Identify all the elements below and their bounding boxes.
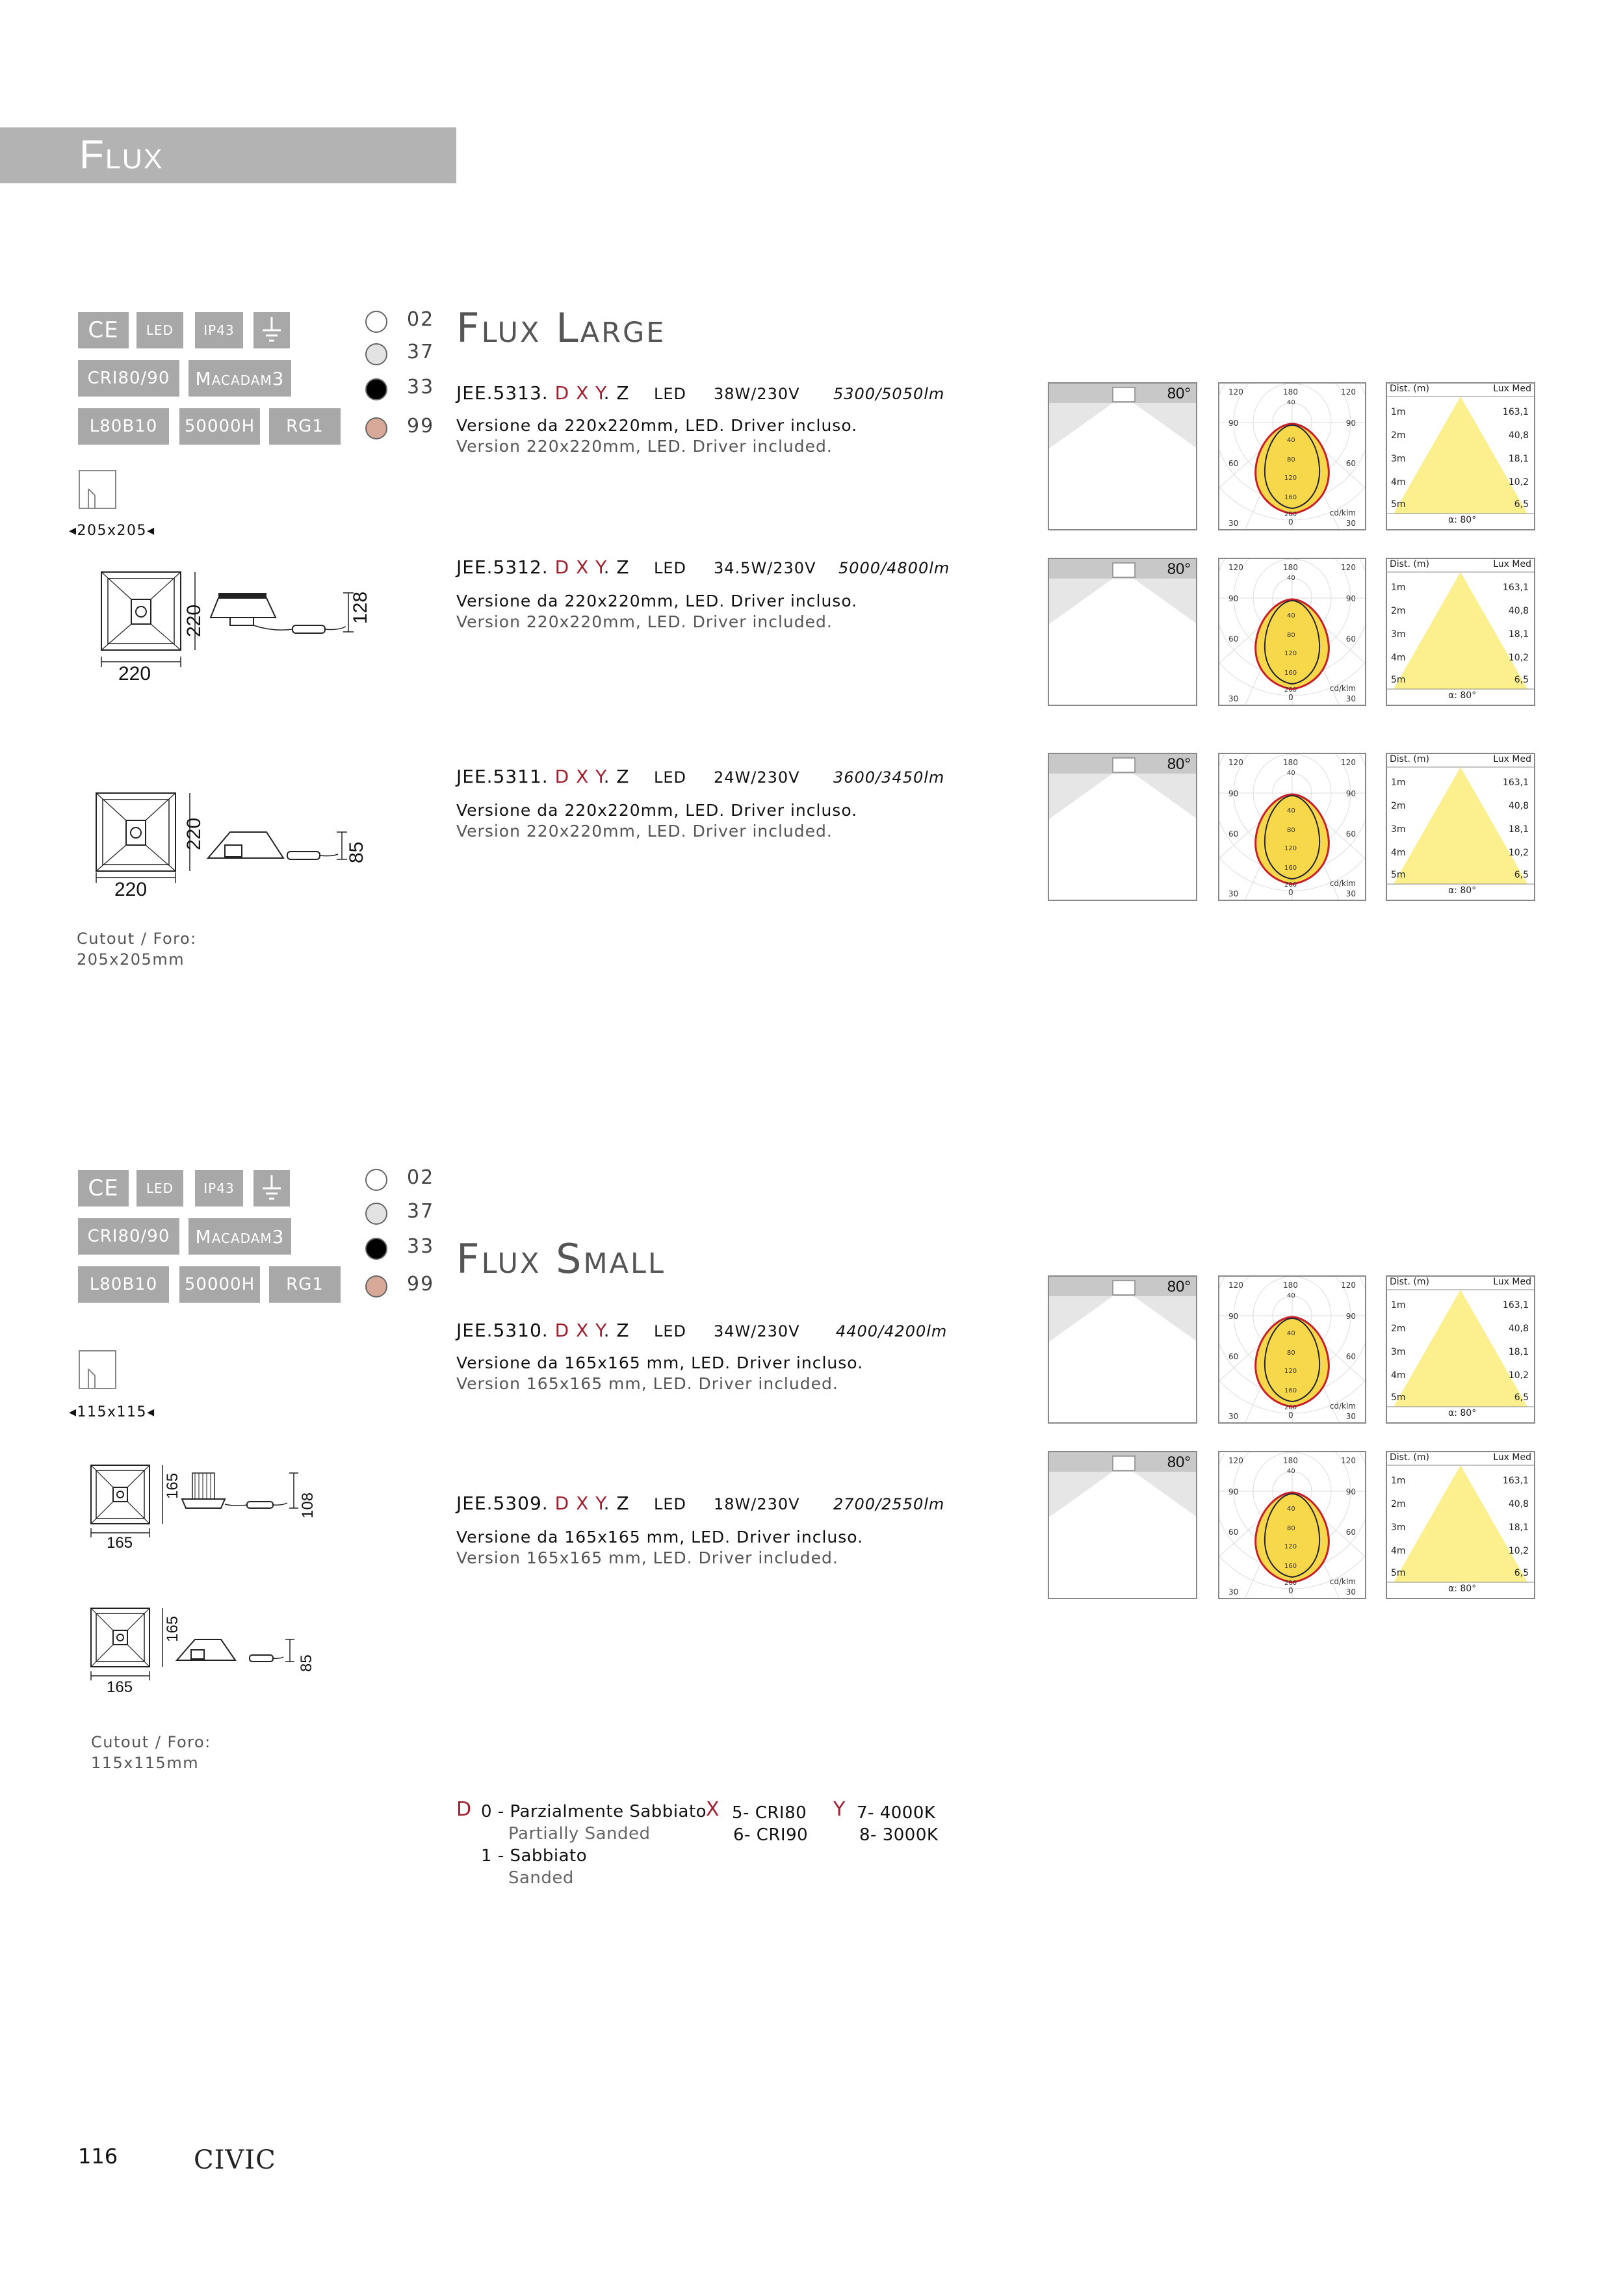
polar-unit: cd/klm <box>1329 508 1356 517</box>
polar-tick: 180 <box>1283 387 1298 397</box>
l80-badge: L80B10 <box>78 408 169 445</box>
hours-badge: 50000H <box>179 1266 260 1303</box>
finish-code: 99 <box>407 1273 435 1296</box>
product-code: JEE.5313. D X Y. Z <box>456 382 630 404</box>
lux-row-value: 18,1 <box>1508 824 1529 835</box>
polar-tick: 120 <box>1228 563 1243 572</box>
polar-tick: 120 <box>1228 1281 1243 1290</box>
lux-row-value: 163,1 <box>1502 407 1529 417</box>
finish-swatch-37 <box>365 343 387 365</box>
lux-row-value: 163,1 <box>1502 777 1529 788</box>
lux-row-dist: 5m <box>1391 499 1406 510</box>
lux-row-value: 10,2 <box>1508 477 1529 488</box>
lux-row-dist: 5m <box>1391 675 1406 685</box>
product-type: LED <box>654 1322 687 1340</box>
description-en: Version 165x165 mm, LED. Driver included. <box>456 1374 838 1393</box>
finish-swatch-37 <box>365 1203 387 1225</box>
lux-col-dist: Dist. (m) <box>1390 1452 1429 1463</box>
polar-tick: 90 <box>1345 594 1356 603</box>
legend-key-y: Y <box>833 1798 846 1821</box>
finish-swatch-99 <box>365 417 387 439</box>
description-it: Versione da 220x220mm, LED. Driver incluso. <box>456 801 858 820</box>
polar-tick: 120 <box>1341 758 1356 767</box>
dimension-width: 165 <box>107 1534 133 1552</box>
finish-swatch-33 <box>365 378 387 400</box>
polar-tick: 120 <box>1228 758 1243 767</box>
lux-row-value: 6,5 <box>1514 675 1529 685</box>
description-en: Version 165x165 mm, LED. Driver included. <box>456 1548 838 1567</box>
polar-unit: cd/klm <box>1329 879 1356 888</box>
polar-tick: 0 <box>1288 1411 1293 1420</box>
beam-diagram <box>1048 382 1197 530</box>
legend-y7: 7- 4000K <box>857 1803 936 1823</box>
polar-tick: 120 <box>1284 475 1297 482</box>
polar-tick: 120 <box>1228 387 1243 397</box>
lux-row-dist: 1m <box>1391 1476 1406 1486</box>
polar-tick: 80 <box>1287 1525 1295 1532</box>
lux-col-dist: Dist. (m) <box>1390 1277 1429 1287</box>
hours-badge: 50000H <box>179 408 260 445</box>
polar-tick: 30 <box>1345 889 1356 898</box>
polar-tick: 200 <box>1284 1404 1297 1411</box>
lux-col-lux: Lux Med <box>1493 384 1531 394</box>
polar-tick: 80 <box>1287 456 1295 463</box>
dimension-height: 220 <box>183 604 205 637</box>
polar-tick: 60 <box>1345 1352 1356 1361</box>
legend-d1-en: Sanded <box>508 1868 574 1888</box>
lux-row-value: 40,8 <box>1508 430 1529 441</box>
polar-tick: 30 <box>1345 1412 1356 1421</box>
legend-d0-en: Partially Sanded <box>508 1824 651 1844</box>
header-bar <box>0 127 456 183</box>
lux-col-lux: Lux Med <box>1493 1277 1531 1287</box>
polar-tick: 120 <box>1284 650 1297 657</box>
polar-tick: 120 <box>1341 1281 1356 1290</box>
lux-row-dist: 3m <box>1391 1347 1406 1357</box>
finish-code: 37 <box>407 1200 435 1223</box>
polar-unit: cd/klm <box>1329 684 1356 693</box>
product-type: LED <box>654 768 687 787</box>
polar-tick: 200 <box>1284 686 1297 694</box>
legend-key-x: X <box>706 1798 720 1821</box>
polar-tick: 60 <box>1228 459 1239 468</box>
beam-cone-icon <box>1049 1277 1197 1424</box>
beam-angle: 80° <box>1167 755 1191 773</box>
lux-row-dist: 2m <box>1391 801 1406 811</box>
polar-tick: 60 <box>1345 829 1356 839</box>
polar-tick: 180 <box>1283 563 1298 572</box>
polar-tick: 90 <box>1345 789 1356 798</box>
polar-tick: 120 <box>1284 1543 1297 1550</box>
finish-swatch-02 <box>365 311 387 333</box>
rg-badge: RG1 <box>269 1266 341 1303</box>
lux-row-value: 163,1 <box>1502 582 1529 593</box>
lux-row-dist: 1m <box>1391 582 1406 593</box>
lux-row-value: 10,2 <box>1508 848 1529 858</box>
ip-badge: IP43 <box>195 1170 243 1207</box>
lux-col-dist: Dist. (m) <box>1390 754 1429 764</box>
lux-angle: α: 80° <box>1448 1584 1477 1594</box>
polar-tick: 60 <box>1228 634 1239 644</box>
polar-tick: 40 <box>1287 1292 1295 1299</box>
polar-tick: 60 <box>1345 1528 1356 1537</box>
legend-d1: 1 - Sabbiato <box>481 1846 588 1866</box>
lux-row-dist: 3m <box>1391 1522 1406 1533</box>
lux-row-value: 10,2 <box>1508 653 1529 663</box>
polar-tick: 60 <box>1345 459 1356 468</box>
cutout-icon <box>78 469 121 512</box>
lux-row-dist: 4m <box>1391 477 1406 488</box>
lux-row-value: 6,5 <box>1514 870 1529 880</box>
description-it: Versione da 165x165 mm, LED. Driver incluso. <box>456 1353 864 1372</box>
description-en: Version 220x220mm, LED. Driver included. <box>456 612 833 631</box>
polar-tick: 160 <box>1284 865 1297 872</box>
cutout-icon <box>78 1350 121 1392</box>
polar-tick: 80 <box>1287 1350 1295 1357</box>
lux-col-lux: Lux Med <box>1493 559 1531 569</box>
dimension-depth: 128 <box>350 591 371 624</box>
description-en: Version 220x220mm, LED. Driver included. <box>456 822 833 841</box>
lux-row-dist: 4m <box>1391 1546 1406 1556</box>
legend-y8: 8- 3000K <box>859 1825 939 1845</box>
technical-drawing-small-2 <box>84 1599 331 1690</box>
lux-row-dist: 3m <box>1391 629 1406 640</box>
lux-row-value: 10,2 <box>1508 1546 1529 1556</box>
lux-row-dist: 1m <box>1391 407 1406 417</box>
beam-diagram <box>1048 558 1197 706</box>
lux-row-value: 18,1 <box>1508 454 1529 464</box>
polar-tick: 0 <box>1288 1586 1293 1595</box>
finish-swatch-33 <box>365 1238 387 1260</box>
finish-swatch-02 <box>365 1169 387 1191</box>
lux-row-dist: 4m <box>1391 848 1406 858</box>
lux-row-dist: 4m <box>1391 1370 1406 1381</box>
beam-angle: 80° <box>1167 1454 1191 1471</box>
beam-cone-icon <box>1049 559 1197 706</box>
legend-d0: 0 - Parzialmente Sabbiato <box>481 1802 707 1821</box>
lux-col-lux: Lux Med <box>1493 754 1531 764</box>
lux-table <box>1386 382 1535 530</box>
lux-row-value: 40,8 <box>1508 1324 1529 1334</box>
lux-row-value: 6,5 <box>1514 499 1529 510</box>
page-title: Flux <box>79 133 164 177</box>
dimension-height: 220 <box>183 817 205 850</box>
lux-row-dist: 5m <box>1391 1568 1406 1578</box>
legend-key-d: D <box>456 1798 472 1821</box>
finish-code: 33 <box>407 376 435 398</box>
lux-row-value: 10,2 <box>1508 1370 1529 1381</box>
finish-code: 02 <box>407 1166 435 1189</box>
polar-tick: 120 <box>1341 1456 1356 1465</box>
description-it: Versione da 165x165 mm, LED. Driver incluso. <box>456 1528 864 1546</box>
polar-diagram <box>1218 753 1366 901</box>
beam-angle: 80° <box>1167 560 1191 578</box>
ground-icon <box>260 316 283 345</box>
lux-col-dist: Dist. (m) <box>1390 559 1429 569</box>
polar-tick: 90 <box>1228 1312 1239 1321</box>
legend-x5: 5- CRI80 <box>732 1803 807 1823</box>
technical-drawing-small-1 <box>84 1456 331 1547</box>
dimension-height: 165 <box>164 1615 181 1642</box>
polar-tick: 30 <box>1345 519 1356 528</box>
polar-tick: 90 <box>1228 1487 1239 1496</box>
lux-row-value: 18,1 <box>1508 629 1529 640</box>
lux-table <box>1386 1451 1535 1599</box>
polar-diagram <box>1218 558 1366 706</box>
polar-tick: 30 <box>1228 1587 1239 1597</box>
ground-badge <box>253 1170 290 1207</box>
polar-tick: 200 <box>1284 881 1297 889</box>
lux-row-value: 163,1 <box>1502 1476 1529 1486</box>
lux-row-value: 163,1 <box>1502 1300 1529 1311</box>
macadam-badge: Macadam3 <box>188 1218 291 1255</box>
ground-badge <box>253 312 290 348</box>
polar-tick: 120 <box>1284 845 1297 852</box>
finish-code: 99 <box>407 415 435 437</box>
product-power: 18W/230V <box>714 1495 800 1513</box>
polar-tick: 80 <box>1287 632 1295 639</box>
polar-tick: 90 <box>1228 419 1239 428</box>
lux-row-dist: 5m <box>1391 1392 1406 1403</box>
lux-angle: α: 80° <box>1448 515 1477 525</box>
polar-tick: 40 <box>1287 399 1295 406</box>
polar-tick: 40 <box>1287 1506 1295 1513</box>
lux-col-dist: Dist. (m) <box>1390 384 1429 394</box>
product-lumens: 5000/4800lm <box>838 559 950 577</box>
polar-unit: cd/klm <box>1329 1577 1356 1586</box>
polar-tick: 30 <box>1228 694 1239 703</box>
polar-tick: 60 <box>1345 634 1356 644</box>
product-lumens: 2700/2550lm <box>833 1495 945 1513</box>
polar-tick: 60 <box>1228 829 1239 839</box>
lux-row-dist: 3m <box>1391 824 1406 835</box>
lux-row-dist: 5m <box>1391 870 1406 880</box>
lux-row-value: 18,1 <box>1508 1522 1529 1533</box>
cutout-dimension-value: 115x115 <box>77 1404 148 1420</box>
lux-row-value: 40,8 <box>1508 801 1529 811</box>
product-power: 38W/230V <box>714 385 800 403</box>
dimension-height: 165 <box>164 1472 181 1499</box>
lux-row-dist: 4m <box>1391 653 1406 663</box>
polar-tick: 120 <box>1284 1368 1297 1375</box>
polar-tick: 0 <box>1288 517 1293 527</box>
lux-table <box>1386 558 1535 706</box>
polar-tick: 40 <box>1287 575 1295 582</box>
product-lumens: 3600/3450lm <box>833 768 945 787</box>
cri-badge: CRI80/90 <box>78 360 179 397</box>
macadam-badge: Macadam3 <box>188 360 291 397</box>
polar-diagram <box>1218 1451 1366 1599</box>
polar-tick: 160 <box>1284 494 1297 501</box>
beam-cone-icon <box>1049 1452 1197 1599</box>
lux-table <box>1386 753 1535 901</box>
description-it: Versione da 220x220mm, LED. Driver incluso. <box>456 416 858 435</box>
polar-tick: 80 <box>1287 827 1295 834</box>
product-power: 34W/230V <box>714 1322 800 1340</box>
page-number: 116 <box>78 2144 118 2169</box>
product-power: 34.5W/230V <box>714 559 816 577</box>
polar-tick: 120 <box>1341 563 1356 572</box>
polar-tick: 60 <box>1228 1352 1239 1361</box>
polar-tick: 30 <box>1228 519 1239 528</box>
lux-row-dist: 2m <box>1391 1324 1406 1334</box>
polar-tick: 30 <box>1345 1587 1356 1597</box>
finish-code: 02 <box>407 308 435 331</box>
rg-badge: RG1 <box>269 408 341 445</box>
product-type: LED <box>654 559 687 577</box>
cutout-value: 205x205mm <box>77 950 185 969</box>
lux-row-value: 18,1 <box>1508 1347 1529 1357</box>
dimension-depth: 85 <box>298 1654 315 1672</box>
beam-cone-icon <box>1049 754 1197 901</box>
polar-tick: 60 <box>1228 1528 1239 1537</box>
polar-tick: 90 <box>1345 1312 1356 1321</box>
lux-row-value: 6,5 <box>1514 1392 1529 1403</box>
beam-diagram <box>1048 1451 1197 1599</box>
polar-tick: 0 <box>1288 888 1293 897</box>
lux-angle: α: 80° <box>1448 885 1477 896</box>
polar-tick: 40 <box>1287 437 1295 444</box>
brand-logo: CIVIC <box>194 2145 276 2175</box>
product-code: JEE.5310. D X Y. Z <box>456 1320 630 1341</box>
lux-row-dist: 1m <box>1391 777 1406 788</box>
dimension-width: 165 <box>107 1678 133 1696</box>
polar-tick: 0 <box>1288 693 1293 702</box>
lux-row-dist: 2m <box>1391 1499 1406 1509</box>
ce-badge: CE <box>78 312 129 348</box>
polar-tick: 160 <box>1284 1387 1297 1394</box>
polar-tick: 200 <box>1284 511 1297 518</box>
lux-angle: α: 80° <box>1448 1408 1477 1418</box>
lux-row-value: 6,5 <box>1514 1568 1529 1578</box>
polar-tick: 180 <box>1283 758 1298 767</box>
cutout-label: Cutout / Foro: <box>77 930 197 948</box>
finish-code: 33 <box>407 1235 435 1258</box>
product-power: 24W/230V <box>714 768 800 787</box>
lux-row-dist: 1m <box>1391 1300 1406 1311</box>
polar-diagram <box>1218 382 1366 530</box>
product-code: JEE.5309. D X Y. Z <box>456 1493 630 1514</box>
lux-angle: α: 80° <box>1448 690 1477 701</box>
dimension-depth: 108 <box>299 1492 317 1519</box>
polar-tick: 200 <box>1284 1580 1297 1587</box>
polar-tick: 40 <box>1287 807 1295 815</box>
cri-badge: CRI80/90 <box>78 1218 179 1255</box>
l80-badge: L80B10 <box>78 1266 169 1303</box>
polar-tick: 180 <box>1283 1281 1298 1290</box>
section-title: Flux Large <box>456 304 666 352</box>
beam-angle: 80° <box>1167 1278 1191 1296</box>
finish-code: 37 <box>407 341 435 363</box>
polar-tick: 40 <box>1287 770 1295 777</box>
product-lumens: 5300/5050lm <box>833 385 945 403</box>
cutout-dimension: ◂115x115◂ <box>69 1404 155 1420</box>
polar-tick: 160 <box>1284 670 1297 677</box>
polar-tick: 90 <box>1345 1487 1356 1496</box>
dimension-width: 220 <box>114 879 148 900</box>
section-title: Flux Small <box>456 1235 666 1283</box>
lux-row-dist: 2m <box>1391 430 1406 441</box>
polar-tick: 40 <box>1287 1468 1295 1475</box>
polar-tick: 120 <box>1341 387 1356 397</box>
polar-tick: 90 <box>1345 419 1356 428</box>
led-badge: LED <box>136 1170 183 1207</box>
lux-row-value: 40,8 <box>1508 606 1529 616</box>
ground-icon <box>260 1174 283 1203</box>
beam-diagram <box>1048 753 1197 901</box>
polar-tick: 30 <box>1228 1412 1239 1421</box>
description-it: Versione da 220x220mm, LED. Driver incluso. <box>456 592 858 610</box>
product-code: JEE.5312. D X Y. Z <box>456 556 630 578</box>
led-badge: LED <box>136 312 183 348</box>
lux-col-lux: Lux Med <box>1493 1452 1531 1463</box>
lux-row-value: 40,8 <box>1508 1499 1529 1509</box>
cutout-value: 115x115mm <box>91 1754 200 1772</box>
polar-tick: 40 <box>1287 612 1295 620</box>
polar-tick: 90 <box>1228 789 1239 798</box>
polar-tick: 120 <box>1228 1456 1243 1465</box>
polar-diagram <box>1218 1275 1366 1424</box>
ce-badge: CE <box>78 1170 129 1207</box>
dimension-width: 220 <box>118 663 151 685</box>
description-en: Version 220x220mm, LED. Driver included. <box>456 437 833 456</box>
dimension-depth: 85 <box>346 841 367 863</box>
polar-tick: 30 <box>1228 889 1239 898</box>
product-type: LED <box>654 385 687 403</box>
lux-row-dist: 2m <box>1391 606 1406 616</box>
polar-tick: 30 <box>1345 694 1356 703</box>
beam-cone-icon <box>1049 384 1197 530</box>
product-lumens: 4400/4200lm <box>836 1322 948 1340</box>
polar-tick: 90 <box>1228 594 1239 603</box>
polar-tick: 40 <box>1287 1330 1295 1337</box>
polar-tick: 180 <box>1283 1456 1298 1465</box>
product-type: LED <box>654 1495 687 1513</box>
legend-x6: 6- CRI90 <box>733 1825 809 1845</box>
polar-tick: 160 <box>1284 1563 1297 1570</box>
beam-angle: 80° <box>1167 385 1191 402</box>
beam-diagram <box>1048 1275 1197 1424</box>
cutout-label: Cutout / Foro: <box>91 1733 211 1751</box>
product-code: JEE.5311. D X Y. Z <box>456 766 630 787</box>
finish-swatch-99 <box>365 1275 387 1298</box>
polar-unit: cd/klm <box>1329 1402 1356 1411</box>
lux-table <box>1386 1275 1535 1424</box>
cutout-dimension-value: 205x205 <box>77 523 148 539</box>
ip-badge: IP43 <box>195 312 243 348</box>
lux-row-dist: 3m <box>1391 454 1406 464</box>
cutout-dimension: ◂205x205◂ <box>69 523 155 539</box>
